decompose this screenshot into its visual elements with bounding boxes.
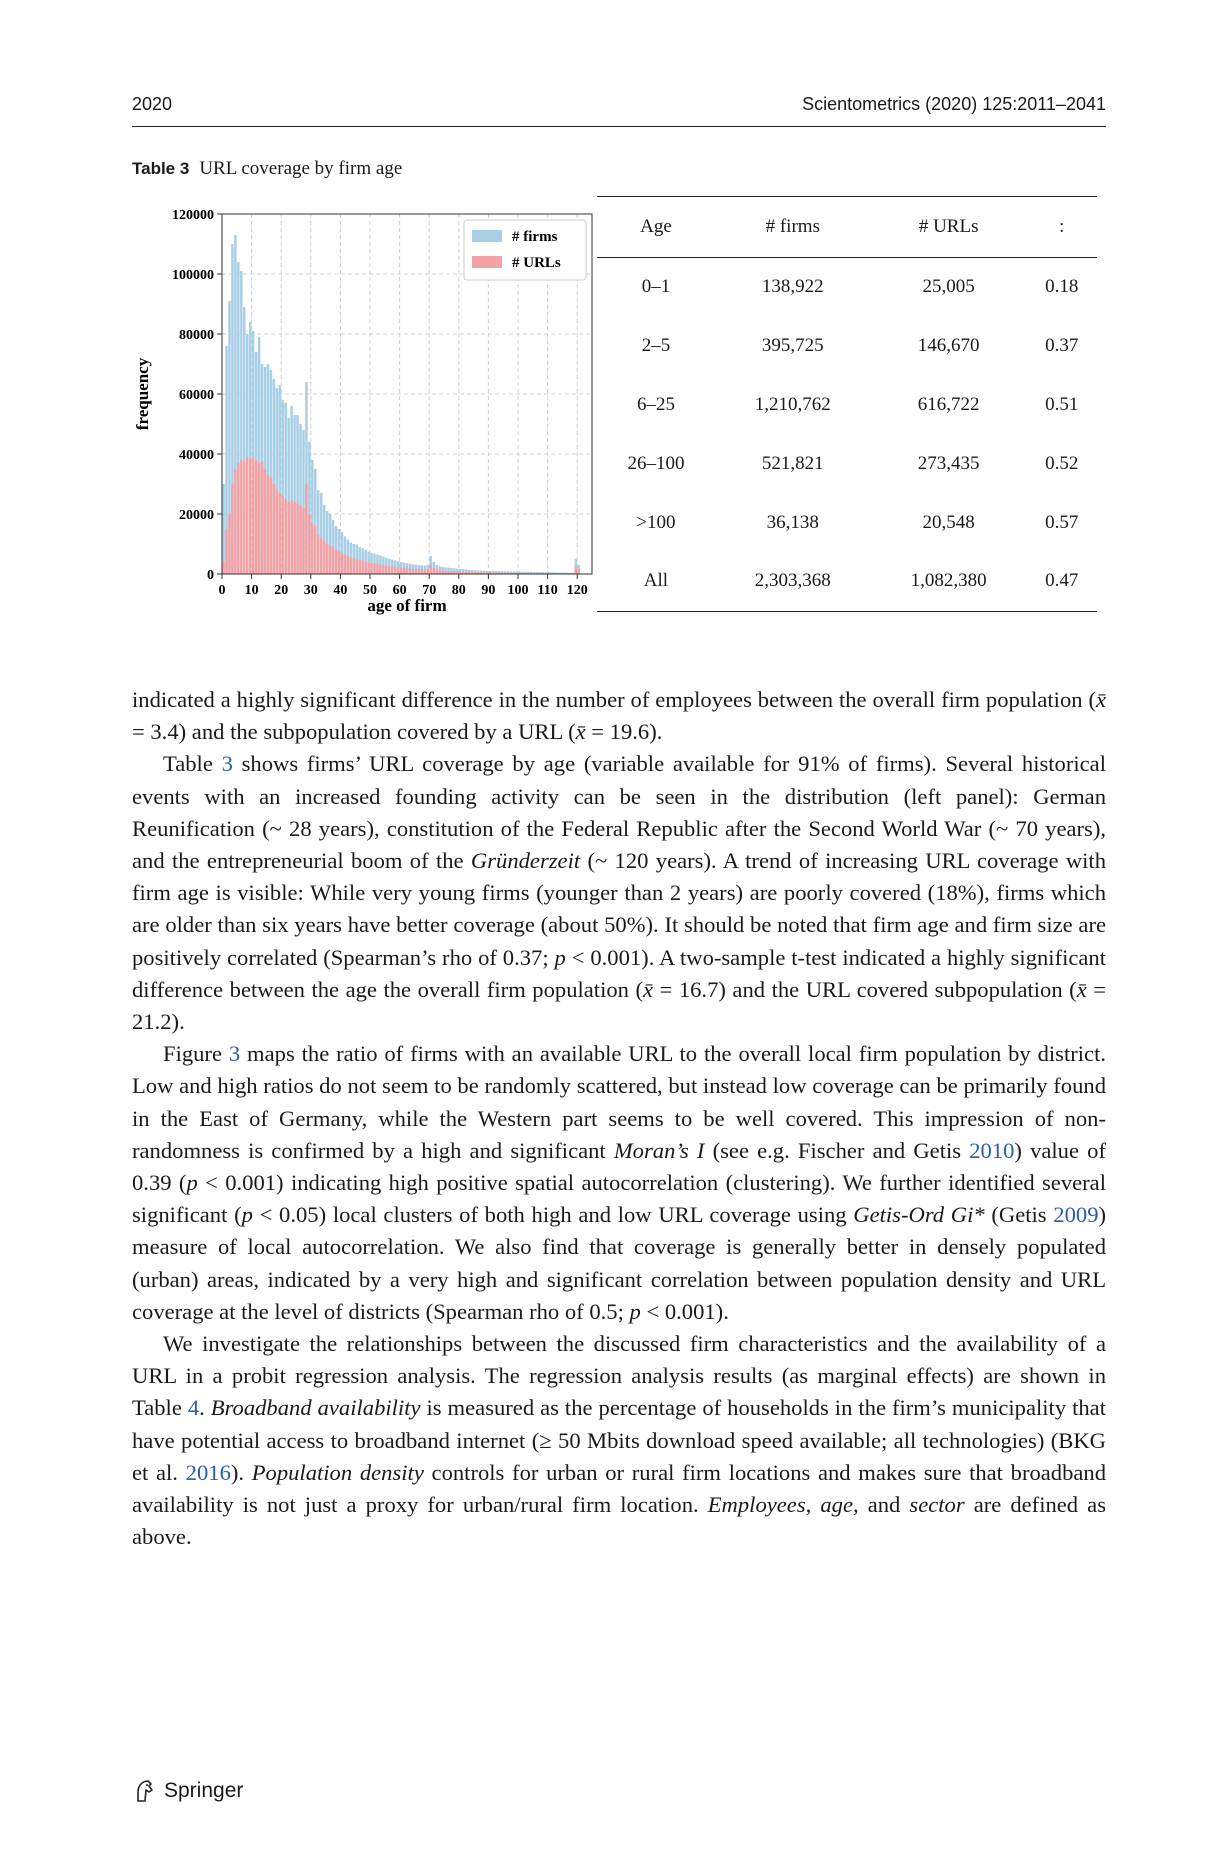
urls-bar (335, 550, 338, 574)
page-footer (132, 1778, 243, 1804)
urls-bar (299, 505, 302, 574)
urls-bar (329, 546, 332, 575)
x-tick-label: 30 (303, 583, 318, 598)
figure-3-link[interactable]: 3 (228, 1041, 241, 1067)
urls-bar (314, 526, 317, 574)
body-text (132, 684, 1106, 1553)
table-row (597, 317, 1097, 376)
citation-bkg-2016[interactable]: 2016 (185, 1459, 231, 1485)
urls-bar (412, 569, 415, 574)
cell-age: 6–25 (636, 393, 675, 415)
age-histogram-chart (128, 198, 598, 618)
cell-firms: 2,303,368 (715, 552, 871, 611)
x-tick-label: 60 (392, 583, 407, 598)
urls-bar (234, 469, 237, 574)
x-tick-label: 110 (537, 583, 558, 598)
urls-bar (435, 570, 438, 575)
urls-bar (364, 561, 367, 574)
y-tick-label: 120000 (172, 208, 214, 223)
y-tick-label: 40000 (179, 448, 214, 463)
cell-age: 2–5 (641, 335, 671, 357)
urls-bar (323, 541, 326, 574)
x-tick-label: 70 (422, 583, 437, 598)
urls-bar (240, 460, 243, 574)
table-title: URL coverage by firm age (199, 158, 403, 179)
y-tick-label: 20000 (179, 508, 214, 523)
table-header-row (597, 197, 1097, 258)
x-tick-label: 20 (274, 583, 289, 598)
urls-bar (279, 493, 282, 574)
cell-ratio: 0.51 (1045, 393, 1079, 415)
urls-bar (432, 568, 435, 574)
urls-bar (249, 459, 252, 575)
urls-bar (382, 565, 385, 574)
table-row (597, 376, 1097, 435)
page-number: 2020 (132, 94, 173, 114)
urls-bar (347, 556, 350, 574)
urls-bar (231, 484, 234, 574)
urls-bar (406, 568, 409, 574)
table-3-link[interactable]: 3 (221, 751, 233, 777)
y-tick-label: 60000 (179, 388, 214, 403)
urls-bar (317, 535, 320, 574)
cell-age: 26–100 (627, 452, 685, 474)
urls-bar (409, 569, 412, 574)
x-tick-label: 0 (218, 583, 226, 598)
urls-bar (302, 508, 305, 574)
y-axis-label: frequency (133, 357, 152, 431)
urls-bar (326, 544, 329, 574)
urls-bar (361, 561, 364, 575)
urls-bar (270, 478, 273, 574)
table-caption (132, 158, 402, 180)
cell-ratio: 0.47 (1027, 552, 1097, 611)
cell-firms: 138,922 (761, 276, 824, 298)
table-row (597, 552, 1097, 611)
cell-urls: 146,670 (917, 335, 980, 357)
urls-bar (391, 567, 394, 575)
y-tick-label: 80000 (179, 328, 214, 343)
urls-bar (376, 564, 379, 574)
x-tick-label: 100 (507, 583, 529, 598)
col-firms: # firms (715, 197, 871, 258)
y-tick-label: 100000 (172, 268, 214, 283)
cell-firms: 521,821 (761, 452, 824, 474)
urls-bar (441, 570, 444, 574)
x-tick-label: 90 (481, 583, 496, 598)
urls-bar (320, 538, 323, 574)
cell-urls: 616,722 (917, 393, 980, 415)
urls-bar (225, 529, 228, 574)
paragraph-3: Figure 3 maps the ratio of firms with an available URL to the overall local firm population by district. Low and high ratios do not seem to be randomly scattered, but instead low coverage can be primarily found in the East of Germany, while the Western part seems to be well covered. This impression of non-randomness is confirmed by a high and significant Moran’s I (see e.g. Fischer and Getis 2010) value of 0.39 (p < 0.001) indicating high positive spatial autocorrelation (clustering). We further identified several significant (p < 0.05) local clusters of both high and low URL coverage using Getis-Ord Gi* (Getis 2009) measure of local autocorrelation. We also find that coverage is generally better in densely populated (urban) areas, indicated by a very high and significant correlation between population density and URL coverage at the level of districts (Spearman rho of 0.5; p < 0.001). (132, 1041, 1107, 1324)
cell-urls: 273,435 (917, 452, 980, 474)
url-coverage-table (597, 196, 1097, 612)
table-row (597, 493, 1097, 552)
urls-bar (350, 558, 353, 575)
table-row (597, 258, 1097, 317)
cell-urls: 20,548 (922, 511, 975, 533)
cell-firms: 395,725 (761, 335, 824, 357)
publisher-name: Springer (164, 1779, 244, 1802)
urls-bar (397, 567, 400, 574)
y-tick-label: 0 (207, 568, 214, 583)
urls-bar (421, 570, 424, 575)
x-tick-label: 50 (363, 583, 377, 598)
urls-bar (358, 560, 361, 574)
x-axis-ticks (219, 574, 588, 598)
urls-bar (261, 462, 264, 575)
x-tick-label: 10 (244, 583, 259, 598)
urls-bar (415, 569, 418, 574)
x-tick-label: 40 (333, 583, 348, 598)
x-axis-label: age of firm (367, 596, 447, 615)
urls-bar (228, 514, 231, 574)
urls-bar (430, 565, 433, 574)
cell-ratio: 0.37 (1045, 335, 1079, 357)
col-age: Age (597, 197, 715, 258)
citation-getis-2009[interactable]: 2009 (1053, 1202, 1099, 1228)
urls-bar (424, 570, 427, 574)
cell-age: All (597, 552, 715, 611)
firms-bar (222, 484, 225, 574)
urls-bar (356, 559, 359, 574)
urls-bar (296, 504, 299, 575)
urls-bar (237, 463, 240, 574)
urls-bar (427, 569, 430, 574)
cell-ratio: 0.18 (1045, 276, 1079, 298)
urls-bar (400, 568, 403, 574)
urls-bar (258, 463, 261, 574)
springer-horse-icon (132, 1778, 158, 1804)
cell-urls: 25,005 (922, 276, 975, 298)
urls-bar (273, 484, 276, 574)
x-tick-label: 120 (566, 583, 588, 598)
cell-firms: 36,138 (766, 511, 819, 533)
cell-urls: 1,082,380 (871, 552, 1027, 611)
urls-bar (284, 499, 287, 574)
urls-bar (575, 567, 578, 575)
cell-firms: 1,210,762 (754, 393, 831, 415)
col-ratio: : (1027, 197, 1097, 258)
urls-bar (255, 460, 258, 574)
cell-age: 0–1 (641, 276, 671, 298)
cell-ratio: 0.57 (1045, 511, 1079, 533)
urls-bar (267, 475, 270, 574)
urls-bar (282, 496, 285, 574)
urls-bar (290, 501, 293, 575)
legend-swatch-urls (472, 256, 502, 268)
urls-bar (344, 555, 347, 575)
urls-bar (394, 567, 397, 574)
urls-bar (370, 563, 373, 574)
y-axis-ticks (172, 208, 222, 583)
urls-bar (276, 489, 279, 575)
urls-bar (385, 566, 388, 574)
table-label: Table 3 (132, 159, 190, 178)
table-4-link[interactable]: 4 (187, 1395, 200, 1421)
col-urls: # URLs (871, 197, 1027, 258)
urls-bar (332, 547, 335, 574)
urls-bar (373, 564, 376, 575)
cell-age: >100 (636, 511, 676, 533)
urls-bar (438, 570, 441, 574)
paragraph-1: indicated a highly significant difference in the number of employees between the overall firm population (x̄ = 3.4) and the subpopulation covered by a URL (x̄ = 19.6). (132, 687, 1106, 745)
urls-bar (305, 484, 308, 574)
urls-bar (388, 566, 391, 574)
x-tick-label: 80 (451, 583, 466, 598)
urls-bar (222, 562, 225, 574)
table-row (597, 434, 1097, 493)
page-header (132, 90, 1106, 127)
paragraph-2: Table 3 shows firms’ URL coverage by age (variable available for 91% of firms). Several historical events with an increased founding activity can be seen in the distribution (left panel): German Reunification (~ 28 years), constitution of the Federal Republic after the Second World War (~ 70 years), and the entrepreneurial boom of the Gründerzeit (~ 120 years). A trend of increasing URL coverage with firm age is visible: While very young firms (younger than 2 years) are poorly covered (18%), firms which are older than six years have better coverage (about 50%). It should be noted that firm age and firm size are positively correlated (Spearman’s rho of 0.37; p < 0.001). A two-sample t-test indicated a highly significant difference between the age the overall firm population (x̄ = 16.7) and the URL covered subpopulation (x̄ = 21.2). (132, 751, 1106, 1035)
legend-label-firms: # firms (512, 229, 558, 245)
urls-bar (418, 569, 421, 574)
urls-bar (264, 469, 267, 574)
urls-bar (578, 570, 581, 575)
cell-ratio: 0.52 (1045, 452, 1079, 474)
urls-bar (252, 457, 255, 574)
urls-bar (338, 552, 341, 575)
urls-bar (367, 562, 370, 574)
legend-label-urls: # URLs (512, 255, 561, 271)
journal-reference: Scientometrics (2020) 125:2011–2041 (802, 94, 1106, 114)
chart-legend (464, 220, 586, 280)
urls-bar (353, 558, 356, 574)
urls-bar (341, 553, 344, 574)
paragraph-4: We investigate the relationships between the discussed firm characteristics and the availability of a URL in a probit regression analysis. The regression analysis results (as marginal effects) are shown in Table 4. Broadband availability is measured as the percentage of households in the firm’s municipality that have potential access to broadband internet (≥ 50 Mbits download speed available; all technologies) (BKG et al. 2016). Population density controls for urban or rural firm locations and makes sure that broadband availability is not just a proxy for urban/rural firm location. Employees, age, and sector are defined as above. (132, 1331, 1107, 1550)
urls-bar (311, 523, 314, 574)
urls-bar (308, 514, 311, 574)
urls-bar (379, 564, 382, 574)
urls-bar (403, 568, 406, 574)
urls-bar (287, 502, 290, 574)
urls-bar (243, 462, 246, 575)
citation-fischer-getis-2010[interactable]: 2010 (969, 1137, 1015, 1163)
legend-swatch-firms (472, 230, 502, 242)
urls-bar (246, 457, 249, 574)
urls-bar (293, 502, 296, 574)
